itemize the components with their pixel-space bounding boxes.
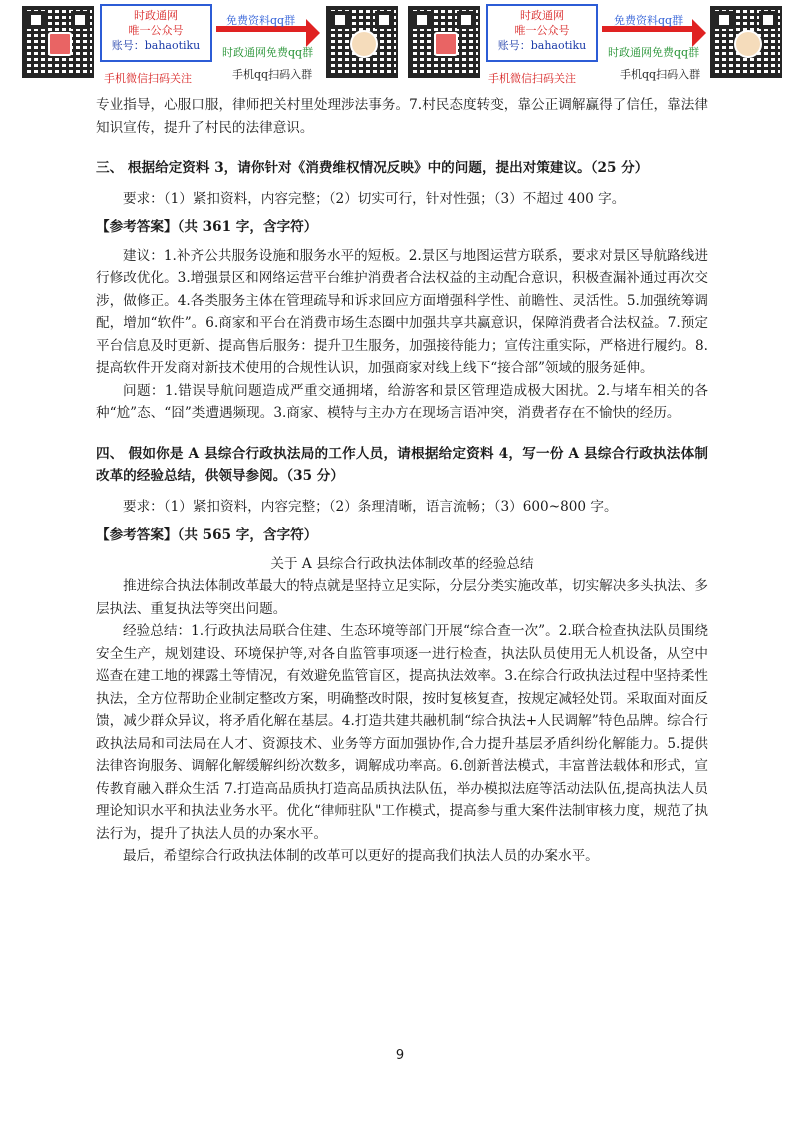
free-group-label-1: 免费资料qq群 <box>226 14 296 27</box>
qr-avatar-icon <box>734 30 762 58</box>
wechat-qr-code-1 <box>22 6 94 78</box>
question-4-heading: 四、 假如你是 A 县综合行政执法局的工作人员，请根据给定资料 4，写一份 A 县综合行政执法体制改革的经验总结，供领导参阅。（35 分） <box>96 445 708 484</box>
box-line-1: 时政通网 <box>134 9 178 22</box>
qr-badge-icon <box>434 32 458 56</box>
wechat-qr-code-2 <box>408 6 480 78</box>
box-line-3: 账号：bahaotiku <box>497 39 587 52</box>
free-group-label-2: 免费资料qq群 <box>614 14 684 27</box>
official-account-box-1 <box>100 4 212 62</box>
qr-badge-icon <box>48 32 72 56</box>
page-number: 9 <box>395 1048 405 1063</box>
qr-avatar-icon <box>350 30 378 58</box>
box-line-3: 账号：bahaotiku <box>111 39 201 52</box>
question-3-answer-suggestions: 建议：1.补齐公共服务设施和服务水平的短板。2.景区与地图运营方联系，要求对景区导航路线进行修改优化。3.增强景区和网络运营平台维护消费者合法权益的主动配合意识，积极查漏补通过再次交涉，做修正。4.各类服务主体在管理疏导和诉求回应方面增强科学性、前瞻性、灵活性。5.加强统筹调配，增加“软件”。6.商家和平台在消费市场生态圈中加强共享共赢意识，保障消费者合法权益。7.预定平台信息及时更新、提高售后服务：提升卫生服务，加强接待能力；宣传注重实际，严格进行履约。8.提高软件开发商对新技术使用的合规性认识，加强商家对线上线下“接合部”领域的服务延伸。 <box>96 247 708 376</box>
question-3-requirements: 要求：（1）紧扣资料，内容完整；（2）切实可行，针对性强；（3）不超过 400 字。 <box>123 190 626 207</box>
box-line-2: 唯一公众号 <box>514 24 570 37</box>
question-4-answer-label: 【参考答案】（共 565 字，含字符） <box>96 527 318 543</box>
essay-title: 关于 A 县综合行政执法体制改革的经验总结 <box>270 555 534 572</box>
qq-scan-label-1: 手机qq扫码入群 <box>232 68 313 81</box>
box-line-2: 唯一公众号 <box>128 24 184 37</box>
qq-group-qr-code-2 <box>710 6 782 78</box>
wechat-scan-label-1: 手机微信扫码关注 <box>104 72 192 85</box>
essay-paragraph-1: 推进综合执法体制改革最大的特点就是坚持立足实际，分层分类实施改革，切实解决多头执法、多层执法、重复执法等突出问题。 <box>96 578 708 617</box>
qq-group-qr-code-1 <box>326 6 398 78</box>
qq-scan-label-2: 手机qq扫码入群 <box>620 68 701 81</box>
free-group-sub-1: 时政通网免费qq群 <box>222 46 314 59</box>
document-body <box>96 94 708 868</box>
wechat-scan-label-2: 手机微信扫码关注 <box>488 72 576 85</box>
box-line-1: 时政通网 <box>520 9 564 22</box>
question-4-requirements: 要求：（1）紧扣资料，内容完整；（2）条理清晰，语言流畅；（3）600~800 字。 <box>123 498 618 515</box>
official-account-box-2 <box>486 4 598 62</box>
essay-paragraph-2: 经验总结：1.行政执法局联合住建、生态环境等部门开展“综合查一次”。2.联合检查执法队员围绕安全生产，规划建设、环境保护等,对各自监管事项逐一进行检查，执法队员使用无人机设备，从空中巡查在建工地的裸露土等情况，有效避免监管盲区，提高执法效率。3.在综合行政执法过程中坚持柔性执法，全方位帮助企业制定整改方案，明确整改时限，按时复核复查，按规定减轻处罚。采取面对面反馈，减少群众异议，将矛盾化解在基层。4.打造共建共融机制“综合执法+人民调解”特色品牌。综合行政执法局和司法局在人才、资源技术、业务等方面加强协作,合力提升基层矛盾纠纷化解能力。5.提供法律咨询服务、调解化解缓解纠纷次数多，调解成功率高。6.创新普法模式，丰富普法载体和形式，宣传教育融入群众生活 7.打造高品质执打造高品质执法队伍，举办模拟法庭等活动法队伍,提高执法人员理论知识水平和执法业务水平。优化“律师驻队"工作模式，提高参与重大案件法制审核力度，规范了执法行为，提升了执法人员的办案水平。 <box>96 623 708 842</box>
header-banner <box>0 0 800 92</box>
question-3-heading: 三、 根据给定资料 3，请你针对《消费维权情况反映》中的问题，提出对策建议。（25 分） <box>96 160 649 176</box>
question-3-answer-label: 【参考答案】（共 361 字，含字符） <box>96 219 318 235</box>
intro-paragraph: 专业指导，心服口服，律师把关村里处理涉法事务。7.村民态度转变，靠公正调解赢得了信任，靠法律知识宣传，提升了村民的法律意识。 <box>96 97 708 136</box>
essay-paragraph-3: 最后，希望综合行政执法体制的改革可以更好的提高我们执法人员的办案水平。 <box>123 848 599 864</box>
free-group-sub-2: 时政通网免费qq群 <box>608 46 700 59</box>
question-3-answer-problems: 问题：1.错误导航问题造成严重交通拥堵，给游客和景区管理造成极大困扰。2.与堵车相关的各种“尬”态、“囧”类遭遇频现。3.商家、模特与主办方在现场言语冲突，消费者存在不愉快的经历。 <box>96 382 708 421</box>
